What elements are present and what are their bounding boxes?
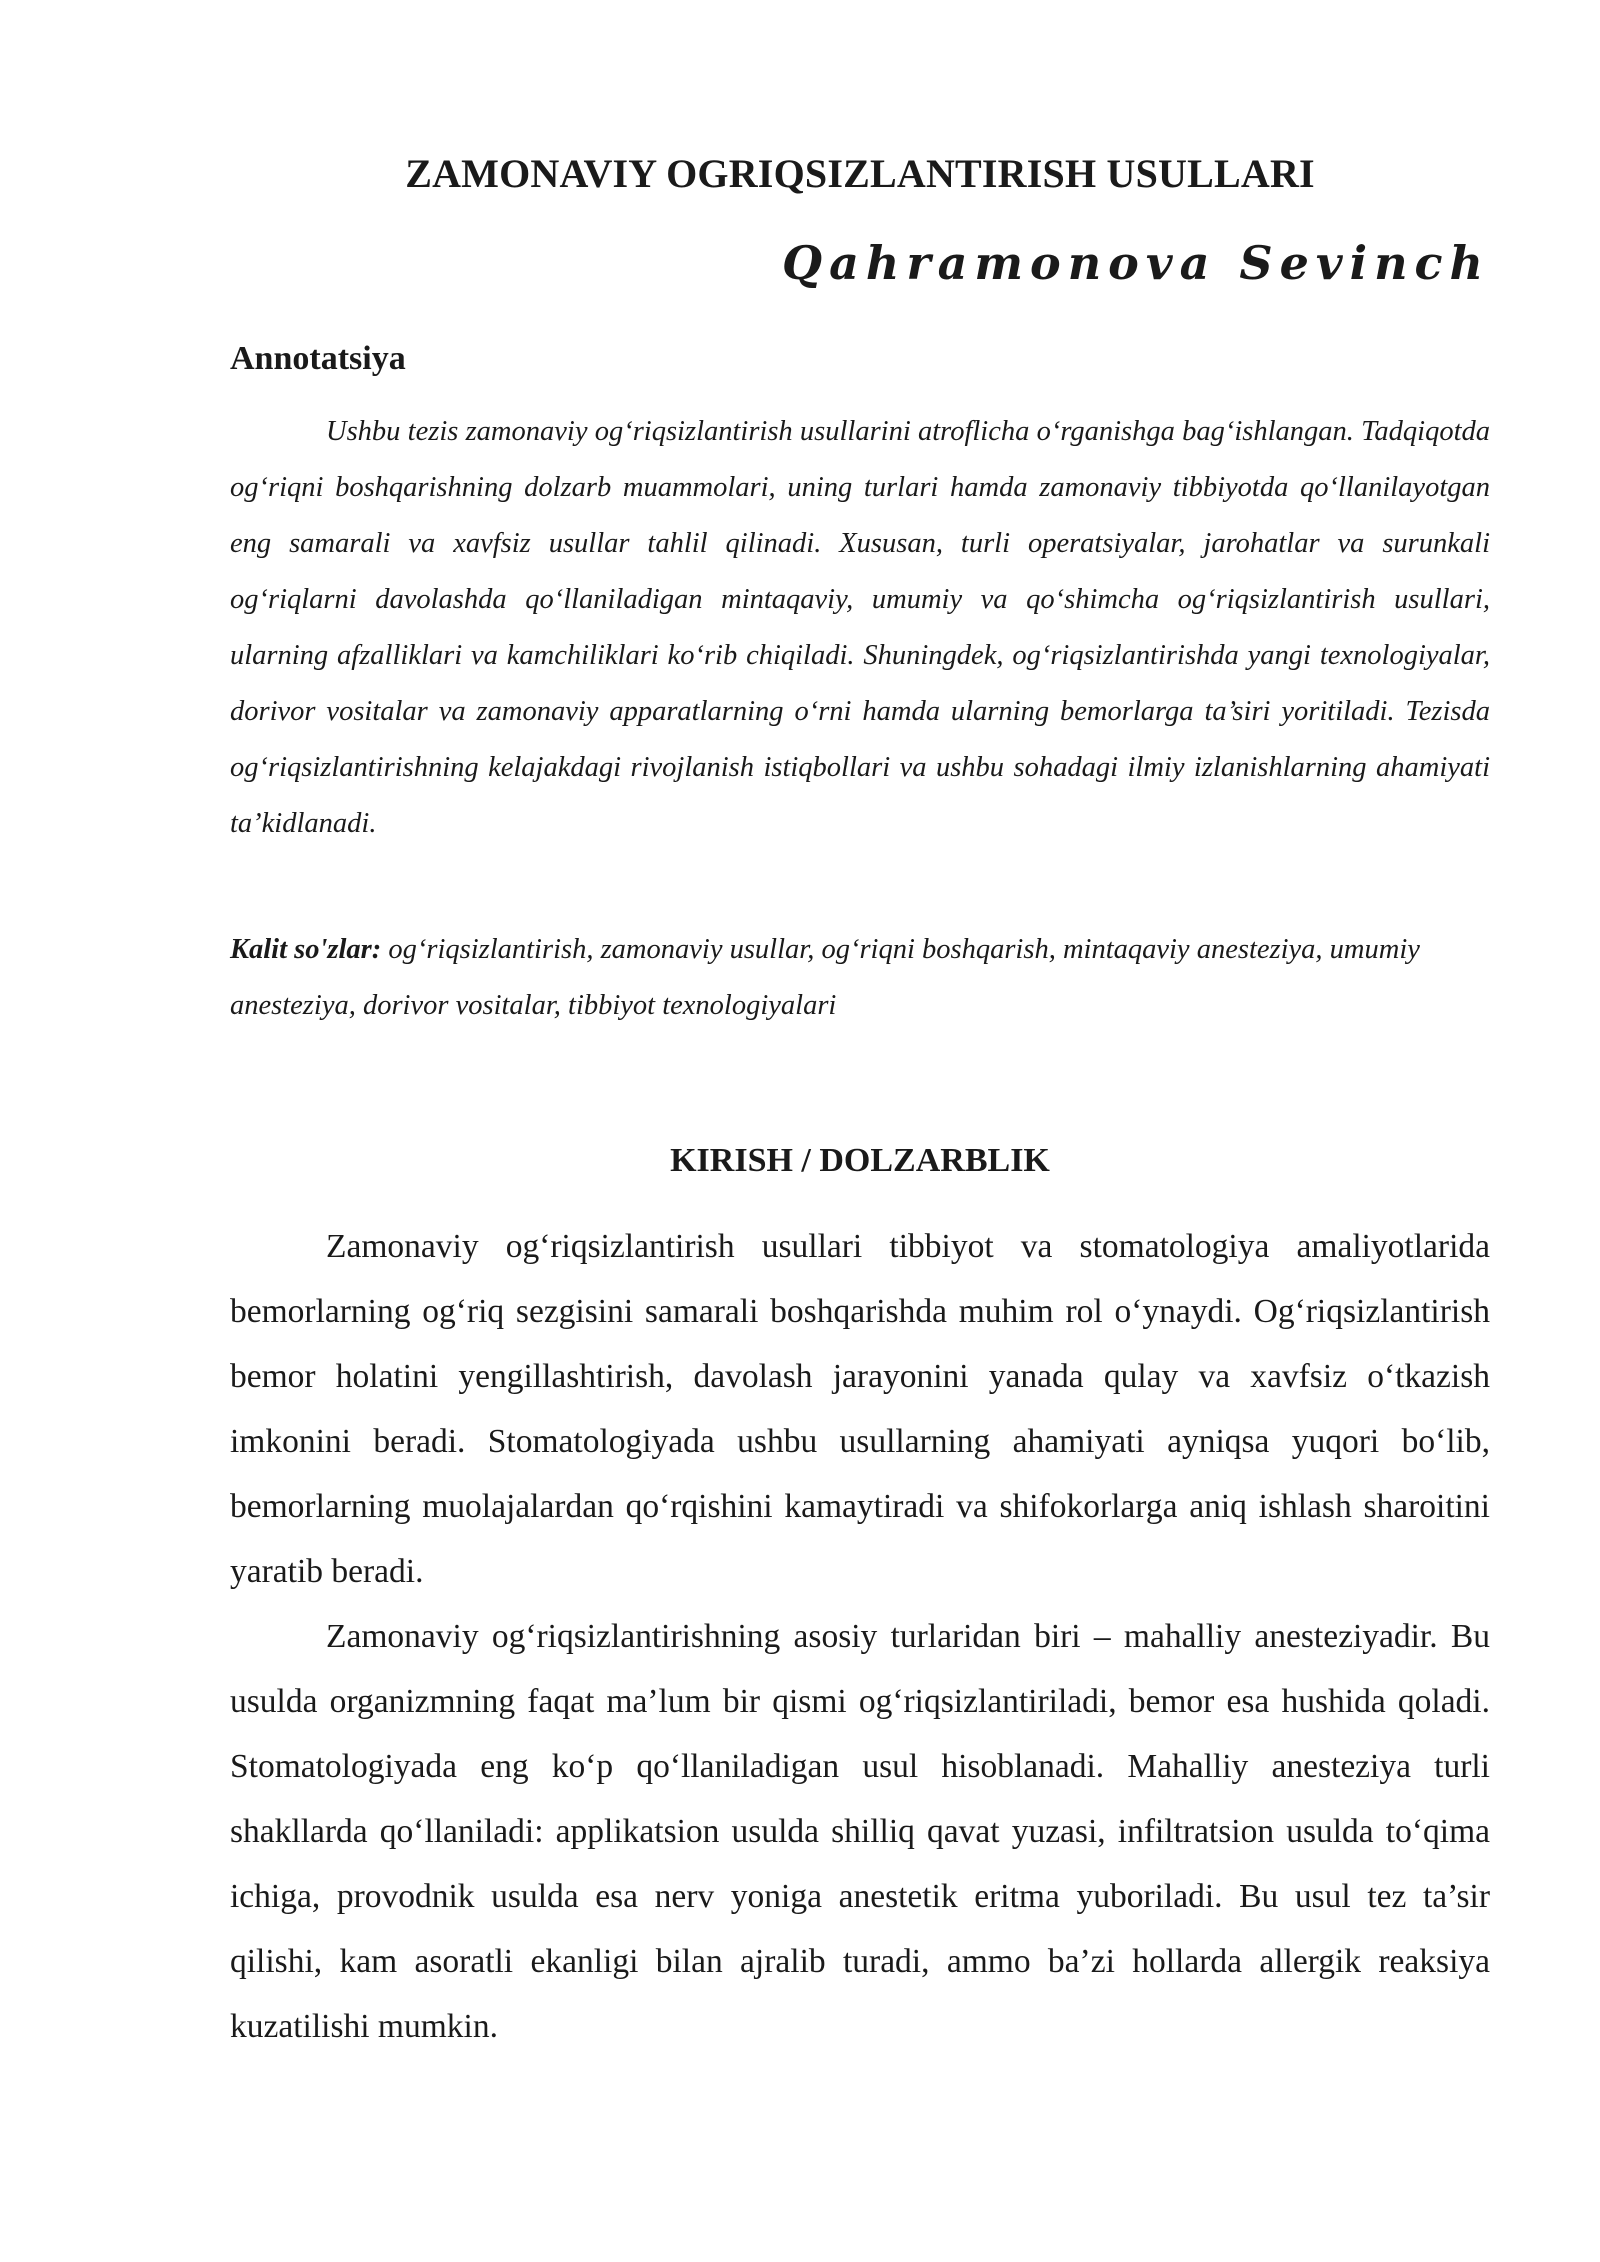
introduction-paragraph-1: Zamonaviy og‘riqsizlantirish usullari tibbiyot va stomatologiya amaliyotlarida bemorlarning og‘riq sezgisini samarali boshqarishda muhim rol o‘ynaydi. Og‘riqsizlantirish bemor holatini yengillashtirish, davolash jarayonini yanada qulay va xavfsiz o‘tkazish imkonini beradi. Stomatologiyada ushbu usullarning ahamiyati ayniqsa yuqori bo‘lib, bemorlarning muolajalardan qo‘rqishini kamaytiradi va shifokorlarga aniq ishlash sharoitini yaratib beradi.	[230, 1228, 1490, 1590]
document-title: ZAMONAVIY OGRIQSIZLANTIRISH USULLARI	[405, 151, 1315, 196]
keywords-block	[230, 922, 1490, 1034]
introduction-heading: KIRISH / DOLZARBLIK	[670, 1142, 1050, 1179]
author-name: Qahramonova Sevinch	[782, 236, 1490, 290]
keywords-text: og‘riqsizlantirish, zamonaviy usullar, og‘riqni boshqarish, mintaqaviy anesteziya, umumiy anesteziya, dorivor vositalar, tibbiyot texnologiyalari	[230, 934, 1420, 1021]
introduction-paragraph-2: Zamonaviy og‘riqsizlantirishning asosiy turlaridan biri – mahalliy anesteziyadir. Bu usulda organizmning faqat ma’lum bir qismi og‘riqsizlantiriladi, bemor esa hushida qoladi. Stomatologiyada eng ko‘p qo‘llaniladigan usul hisoblanadi. Mahalliy anesteziya turli shakllarda qo‘llaniladi: applikatsion usulda shilliq qavat yuzasi, infiltratsion usulda to‘qima ichiga, provodnik usulda esa nerv yoniga anestetik eritma yuboriladi. Bu usul tez ta’sir qilishi, kam asoratli ekanligi bilan ajralib turadi, ammo ba’zi hollarda allergik reaksiya kuzatilishi mumkin.	[230, 1618, 1490, 2045]
keywords-label: Kalit so'zlar:	[230, 934, 382, 965]
annotation-heading: Annotatsiya	[230, 340, 406, 377]
annotation-text: Ushbu tezis zamonaviy og‘riqsizlantirish usullarini atroflicha o‘rganishga bag‘ishlangan. Tadqiqotda og‘riqni boshqarishning dolzarb muammolari, uning turlari hamda zamonaviy tibbiyotda qo‘llanilayotgan eng samarali va xavfsiz usullar tahlil qilinadi. Xususan, turli operatsiyalar, jarohatlar va surunkali og‘riqlarni davolashda qo‘llaniladigan mintaqaviy, umumiy va qo‘shimcha og‘riqsizlantirish usullari, ularning afzalliklari va kamchiliklari ko‘rib chiqiladi. Shuningdek, og‘riqsizlantirishda yangi texnologiyalar, dorivor vositalar va zamonaviy apparatlarning o‘rni hamda ularning bemorlarga ta’siri yoritiladi. Tezisda og‘riqsizlantirishning kelajakdagi rivojlanish istiqbollari va ushbu sohadagi ilmiy izlanishlarning ahamiyati ta’kidlanadi.	[230, 416, 1490, 839]
